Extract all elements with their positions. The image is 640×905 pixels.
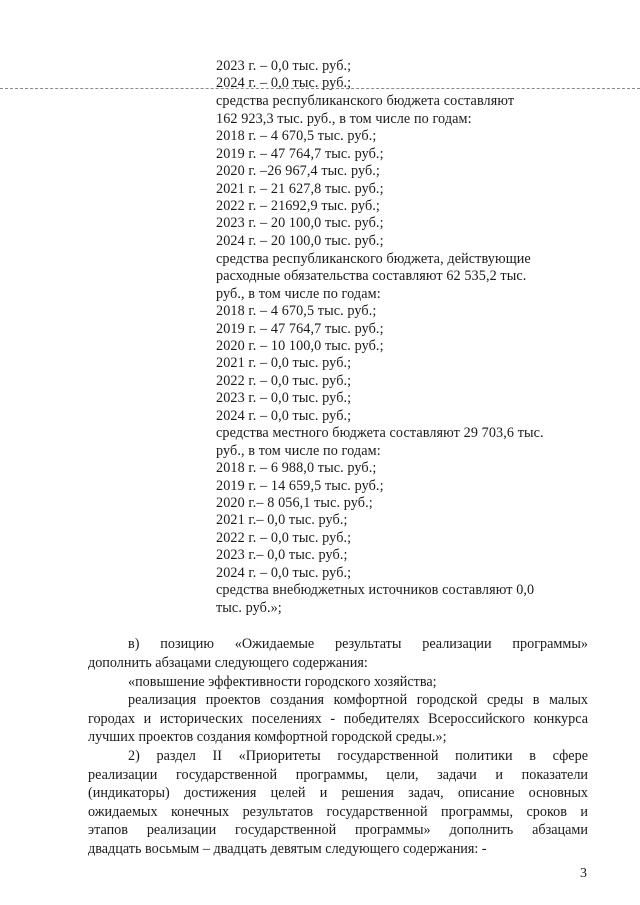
paragraph-line: лучших проектов создания комфортной городской среды.»; bbox=[88, 729, 447, 745]
paragraph-line: реализации государственной программы, цели, задачи и показатели bbox=[88, 767, 588, 783]
finance-line: руб., в том числе по годам: bbox=[216, 443, 381, 459]
finance-line: 2024 г. – 0,0 тыс. руб.; bbox=[216, 408, 352, 424]
paragraph-line: в) позицию «Ожидаемые результаты реализации программы» bbox=[128, 636, 588, 652]
finance-line: 162 923,3 тыс. руб., в том числе по годам: bbox=[216, 111, 472, 127]
finance-line: 2018 г. – 6 988,0 тыс. руб.; bbox=[216, 460, 377, 476]
finance-line: 2023 г. – 20 100,0 тыс. руб.; bbox=[216, 215, 384, 231]
finance-line: 2023 г. – 0,0 тыс. руб.; bbox=[216, 390, 352, 406]
finance-line: средства республиканского бюджета, действующие bbox=[216, 251, 531, 267]
finance-line: 2020 г. – 10 100,0 тыс. руб.; bbox=[216, 338, 384, 354]
finance-line: 2020 г. –26 967,4 тыс. руб.; bbox=[216, 163, 380, 179]
finance-line: 2023 г.– 0,0 тыс. руб.; bbox=[216, 547, 348, 563]
paragraph-line: «повышение эффективности городского хозяйства; bbox=[128, 674, 437, 690]
paragraph-line: (индикаторы) достижения целей и решения задач, описание основных bbox=[88, 785, 588, 801]
finance-line: руб., в том числе по годам: bbox=[216, 286, 381, 302]
finance-line: 2024 г. – 20 100,0 тыс. руб.; bbox=[216, 233, 384, 249]
finance-line: 2020 г.– 8 056,1 тыс. руб.; bbox=[216, 495, 373, 511]
paragraph-line: городах и исторических поселениях - победителях Всероссийского конкурса bbox=[88, 711, 588, 727]
finance-line: 2023 г. – 0,0 тыс. руб.; bbox=[216, 58, 352, 74]
finance-line: 2021 г. – 0,0 тыс. руб.; bbox=[216, 355, 352, 371]
finance-line: 2019 г. – 47 764,7 тыс. руб.; bbox=[216, 146, 384, 162]
finance-line: 2024 г. – 0,0 тыс. руб.; bbox=[216, 75, 352, 91]
paragraph-line: этапов реализации государственной программы» дополнить абзацами bbox=[88, 822, 588, 838]
finance-line: 2022 г. – 0,0 тыс. руб.; bbox=[216, 530, 352, 546]
finance-line: 2022 г. – 21692,9 тыс. руб.; bbox=[216, 198, 380, 214]
finance-line: 2022 г. – 0,0 тыс. руб.; bbox=[216, 373, 352, 389]
paragraph-line: реализация проектов создания комфортной городской среды в малых bbox=[128, 692, 588, 708]
finance-line: средства республиканского бюджета составляют bbox=[216, 93, 515, 109]
finance-line: расходные обязательства составляют 62 535,2 тыс. bbox=[216, 268, 527, 284]
page-number: 3 bbox=[580, 866, 587, 881]
finance-line: средства местного бюджета составляют 29 703,6 тыс. bbox=[216, 425, 544, 441]
paragraph-line: 2) раздел II «Приоритеты государственной политики в сфере bbox=[128, 748, 588, 764]
finance-line: 2018 г. – 4 670,5 тыс. руб.; bbox=[216, 303, 377, 319]
paragraph-line: двадцать восьмым – двадцать девятым следующего содержания: - bbox=[88, 841, 487, 857]
finance-line: 2018 г. – 4 670,5 тыс. руб.; bbox=[216, 128, 377, 144]
finance-line: 2024 г. – 0,0 тыс. руб.; bbox=[216, 565, 352, 581]
finance-line: 2021 г.– 0,0 тыс. руб.; bbox=[216, 512, 348, 528]
finance-line: тыс. руб.»; bbox=[216, 600, 282, 616]
finance-line: 2019 г. – 14 659,5 тыс. руб.; bbox=[216, 478, 384, 494]
paragraph-line: ожидаемых конечных результатов государственной программы, сроков и bbox=[88, 804, 588, 820]
finance-line: 2021 г. – 21 627,8 тыс. руб.; bbox=[216, 181, 384, 197]
paragraph-line: дополнить абзацами следующего содержания: bbox=[88, 655, 368, 671]
finance-line: 2019 г. – 47 764,7 тыс. руб.; bbox=[216, 321, 384, 337]
finance-line: средства внебюджетных источников составляют 0,0 bbox=[216, 582, 535, 598]
